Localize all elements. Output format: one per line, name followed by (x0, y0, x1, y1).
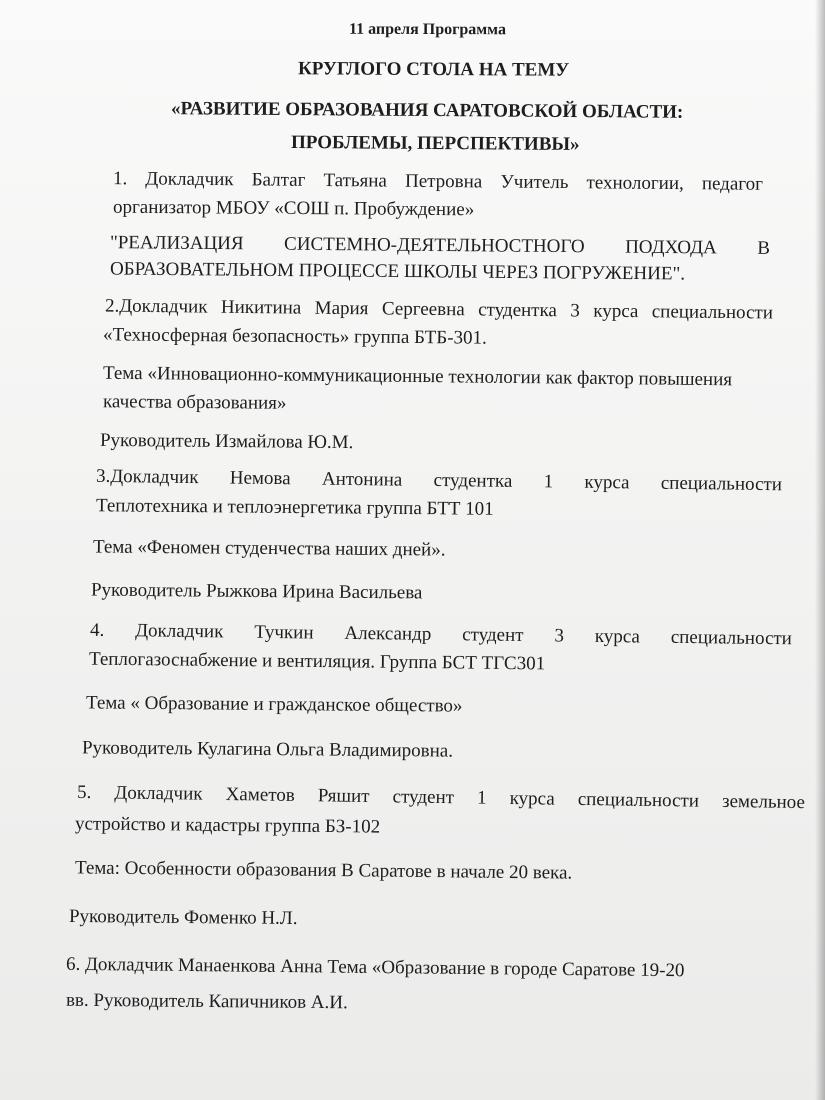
word: 2.Докладчик (104, 295, 208, 318)
word: Хаметов (225, 783, 295, 806)
header-topic-line-1: «РАЗВИТИЕ ОБРАЗОВАНИЯ САРАТОВСКОЙ ОБЛАСТИ: (170, 98, 684, 123)
word: Мария (314, 297, 369, 320)
word: 3.Докладчик (95, 465, 199, 489)
item-4-topic: Тема « Образование и гражданское общество» (85, 692, 463, 717)
word: 1 (543, 471, 554, 493)
word: "РЕАЛИЗАЦИЯ (109, 232, 244, 255)
word: Тучкин (254, 621, 314, 644)
word: специальности (660, 472, 783, 496)
word: Докладчик (135, 620, 224, 643)
word: Учитель (500, 171, 569, 194)
word: Никитина (220, 296, 302, 319)
word: специальности (651, 301, 774, 324)
item-1-speaker-line-2: организатор МБОУ «СОШ п. Пробуждение» (112, 196, 475, 221)
word: 3 (554, 625, 565, 647)
word: студентка (478, 299, 558, 322)
header-date-program: 11 апреля Программа (348, 20, 506, 39)
item-3-speaker-line-2: Теплотехника и теплоэнергетика группа БТТ 101 (95, 495, 494, 520)
word: Ряшит (317, 785, 370, 808)
item-2-speaker-line-1 (105, 297, 773, 323)
word: курса (584, 471, 630, 494)
word: Петровна (404, 170, 483, 193)
word: педагог (701, 173, 764, 195)
item-4-supervisor: Руководитель Кулагина Ольга Владимировна. (81, 737, 454, 762)
item-4-speaker-line-1 (90, 621, 792, 649)
word: Татьяна (323, 170, 388, 192)
header-round-table: КРУГЛОГО СТОЛА НА ТЕМУ (297, 58, 570, 81)
item-2-topic-line-2: качества образования» (102, 391, 287, 414)
item-5-speaker-line-2: устройство и кадастры группа БЗ-102 (74, 813, 381, 838)
item-3-speaker-line-1 (96, 467, 782, 494)
header-topic-line-2: ПРОБЛЕМЫ, ПЕРСПЕКТИВЫ» (290, 131, 580, 156)
word: студентка (433, 469, 513, 492)
item-5-supervisor: Руководитель Фоменко Н.Л. (68, 906, 298, 929)
word: специальности (670, 626, 793, 650)
word: Александр (344, 622, 432, 645)
item-1-speaker-line-1 (113, 169, 763, 194)
word: Докладчик (145, 168, 234, 191)
item-4-speaker-line-2: Теплогазоснабжение и вентиляция. Группа БСТ ТГС301 (88, 648, 546, 675)
word: СИСТЕМНО-ДЕЯТЕЛЬНОСТНОГО (284, 233, 585, 258)
word: специальности (577, 788, 700, 812)
item-6-line-1: 6. Докладчик Манаенкова Анна Тема «Образование в городе Саратове 19-20 (65, 953, 685, 982)
item-2-supervisor: Руководитель Измайлова Ю.М. (99, 429, 354, 454)
item-6-line-2: вв. Руководитель Капичников А.И. (65, 989, 348, 1014)
item-2-speaker-line-2: «Техносферная безопасность» группа БТБ-301. (102, 324, 487, 349)
word: земельное (721, 790, 806, 814)
word: Балтаг (251, 169, 306, 191)
item-1-topic-line-2: ОБРАЗОВАТЕЛЬНОМ ПРОЦЕССЕ ШКОЛЫ ЧЕРЕЗ ПОГРУЖЕНИЕ". (109, 258, 686, 285)
word: курса (594, 625, 641, 648)
word: 1 (476, 787, 487, 809)
word: курса (593, 300, 639, 323)
word: студент (462, 624, 524, 647)
word: курса (509, 787, 555, 810)
word: 5. (76, 781, 92, 804)
word: Докладчик (114, 782, 203, 805)
word: 3 (570, 300, 580, 322)
word: ПОДХОДА (625, 236, 717, 259)
item-1-topic-line-1 (110, 233, 770, 258)
item-3-supervisor: Руководитель Рыжкова Ирина Васильева (90, 579, 423, 604)
word: Антонина (321, 468, 403, 491)
item-2-topic-line-1: Тема «Инновационно-коммуникационные технологии как фактор повышения (102, 362, 733, 391)
item-5-topic: Тема: Особенности образования В Саратове в начале 20 века. (74, 857, 573, 884)
word: В (757, 237, 771, 259)
word: технологии, (586, 172, 684, 195)
item-3-topic: Тема «Феномен студенчества наших дней». (92, 536, 446, 561)
word: Немова (229, 467, 291, 490)
page-edge-shadow (815, 0, 825, 1100)
word: Сергеевна (381, 298, 465, 321)
item-5-speaker-line-1 (77, 783, 805, 812)
word: 4. (89, 619, 105, 641)
word: 1. (112, 168, 128, 190)
word: студент (392, 786, 455, 809)
